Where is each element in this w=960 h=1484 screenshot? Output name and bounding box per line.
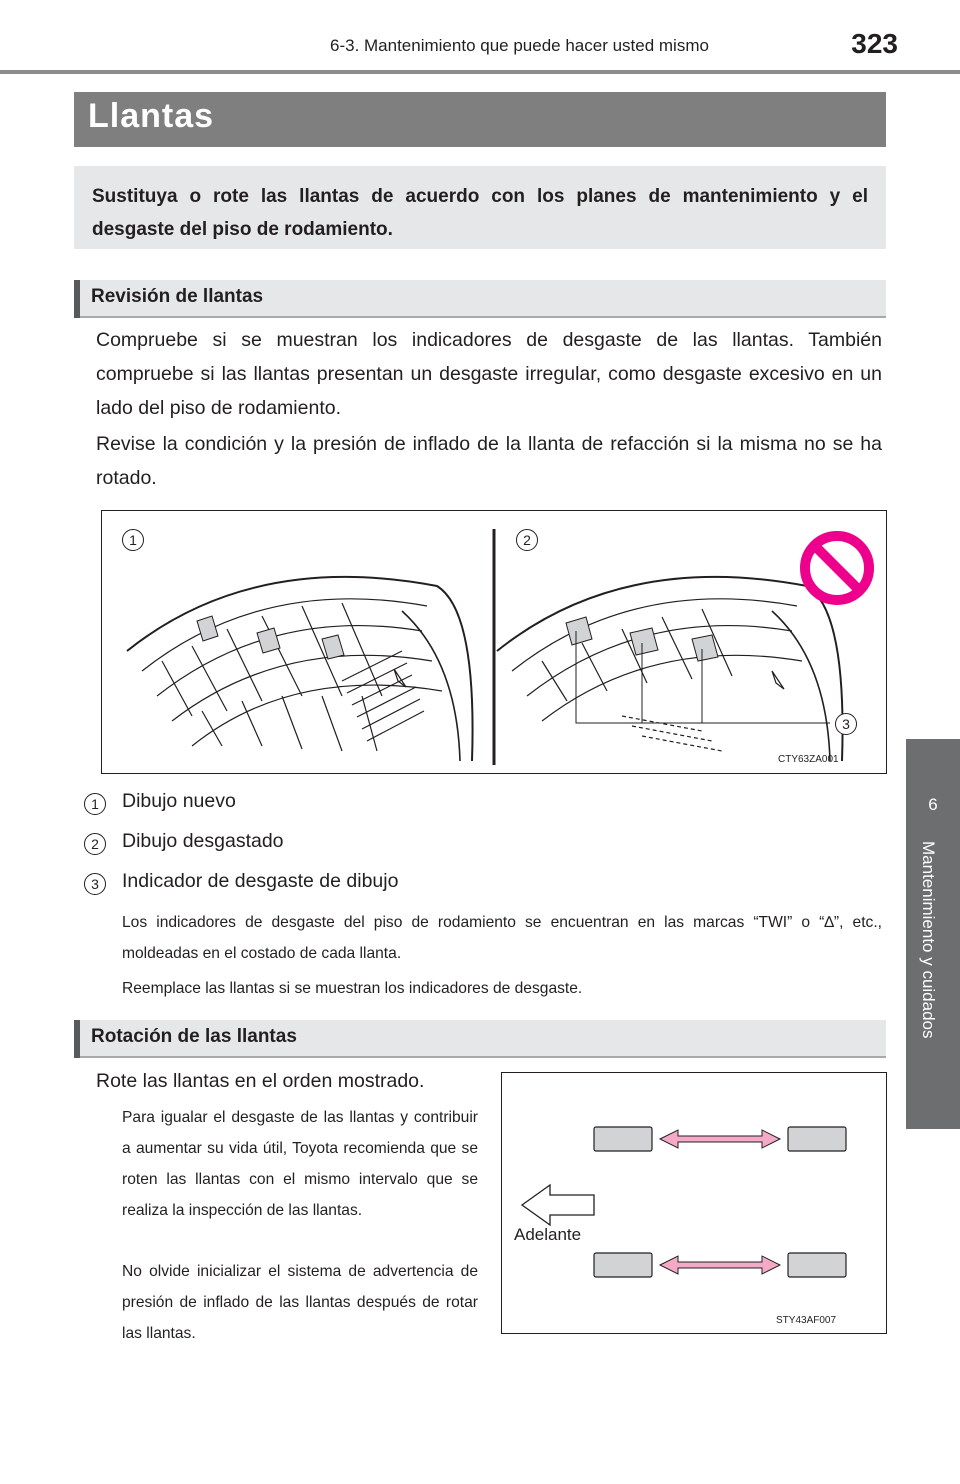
- new-tread-tire: [127, 577, 473, 761]
- rotation-arrow-front: [660, 1130, 780, 1148]
- tire-rectangles: [594, 1127, 846, 1277]
- intro-text: Sustituya o rote las llantas de acuerdo con los planes de mantenimiento y el desgaste del piso de rodamiento.: [92, 186, 868, 240]
- rotation-note-1: Para igualar el desgaste de las llantas y contribuir a aumentar su vida útil, Toyota recomienda que se roten las llantas con el mismo intervalo que se realiza la inspección de las llantas.: [122, 1109, 478, 1219]
- page-title: Llantas: [88, 97, 215, 135]
- figure-code: CTY63ZA001: [778, 754, 839, 765]
- twi-triangle-mark: [394, 669, 406, 687]
- tire-check-paragraph-1: Compruebe si se muestran los indicadores de desgaste de las llantas. También compruebe si las llantas presentan un desgaste irregular, como desgaste excesivo en un lado del piso de rodamiento.: [96, 329, 882, 419]
- legend-number: 1: [84, 793, 106, 815]
- section-marker: [74, 280, 80, 318]
- rotation-lead: Rote las llantas en el orden mostrado.: [96, 1070, 425, 1092]
- section-marker: [74, 1020, 80, 1058]
- worn-twi-triangle-mark: [772, 671, 784, 689]
- chapter-number: 6: [928, 795, 938, 814]
- legend-text: Indicador de desgaste de dibujo: [122, 870, 399, 892]
- rotation-arrow-rear: [660, 1256, 780, 1274]
- tire-check-paragraph-2: Revise la condición y la presión de inflado de la llanta de refacción si la misma no se ha rotado.: [96, 433, 882, 489]
- intro-box: [74, 166, 886, 249]
- prohibited-icon: [805, 536, 869, 600]
- forward-arrow-icon: [522, 1185, 594, 1225]
- legend-text: Dibujo desgastado: [122, 830, 284, 852]
- legend-text: Dibujo nuevo: [122, 790, 236, 812]
- figure-callout-2: 2: [516, 529, 538, 551]
- section-heading-label: Revisión de llantas: [91, 286, 264, 307]
- worn-tread-tire: [497, 577, 843, 761]
- header-rule: [0, 70, 960, 74]
- title-bar: [74, 92, 886, 147]
- section-heading-label: Rotación de las llantas: [91, 1026, 297, 1047]
- figure-callout-1: 1: [122, 529, 144, 551]
- tread-wear-figure: [101, 510, 887, 774]
- forward-label: Adelante: [514, 1225, 582, 1244]
- figure-callout-3: 3: [835, 713, 857, 735]
- tire-check-note-1: Los indicadores de desgaste del piso de rodamiento se encuentran en las marcas “TWI” o “∆”, etc., moldeadas en el costado de cada llanta.: [122, 914, 882, 962]
- chapter-side-tab: [906, 739, 960, 1129]
- tread-wear-illustration: [102, 511, 886, 773]
- section-heading-tire-check: [74, 280, 886, 318]
- rotation-figure: [501, 1072, 887, 1334]
- running-head: 6-3. Mantenimiento que puede hacer usted mismo: [330, 36, 709, 55]
- tire-check-note-2: Reemplace las llantas si se muestran los indicadores de desgaste.: [122, 980, 583, 997]
- rotation-illustration: [502, 1073, 886, 1333]
- wear-indicator-blocks: [197, 616, 344, 659]
- legend-number: 3: [84, 873, 106, 895]
- chapter-label: Mantenimiento y cuidados: [919, 841, 938, 1039]
- section-heading-rotation: [74, 1020, 886, 1058]
- legend-number: 2: [84, 833, 106, 855]
- page-number: 323: [851, 28, 898, 59]
- figure-code: STY43AF007: [776, 1315, 837, 1326]
- rotation-note-2: No olvide inicializar el sistema de advertencia de presión de inflado de las llantas después de rotar las llantas.: [122, 1263, 478, 1342]
